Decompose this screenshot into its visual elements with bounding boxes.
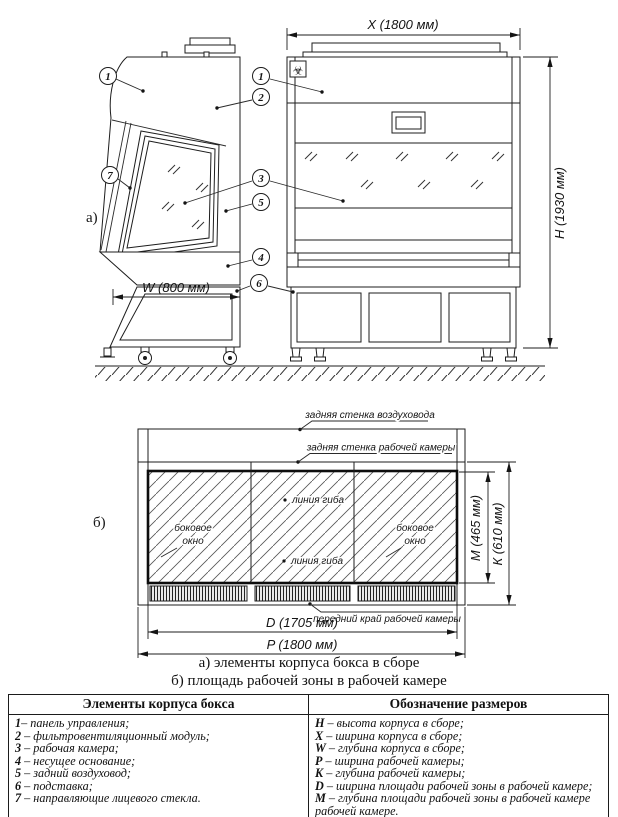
leveling-foot (506, 348, 517, 361)
legend-dim-h: H – высота корпуса в сборе; (315, 716, 464, 730)
svg-text:4: 4 (258, 252, 264, 264)
front-grille (255, 586, 350, 601)
svg-text:7: 7 (107, 170, 113, 182)
svg-text:задняя стенка рабочей камеры: задняя стенка рабочей камеры (306, 442, 456, 454)
top-cap-upper (312, 43, 500, 52)
legend-dim-w: W – глубина корпуса в сборе; (315, 741, 465, 755)
legend-element-6: 6 – подставка; (15, 778, 93, 793)
svg-text:окно: окно (182, 536, 204, 547)
dim-h-label: H (1930 мм) (552, 166, 567, 240)
legend-header-dimensions: Обозначение размеров (309, 695, 609, 715)
legend-element-2: 2 – фильтровентиляционный модуль; (15, 728, 210, 743)
legend-element-1: 1– панель управления; (15, 716, 130, 730)
side-view (86, 38, 240, 365)
legend-dim-p: P – ширина рабочей камеры; (315, 753, 465, 768)
svg-text:линия гиба: линия гиба (290, 556, 344, 567)
leveling-foot (482, 348, 493, 361)
svg-text:5: 5 (258, 197, 264, 209)
exhaust-cap-top (190, 38, 230, 45)
legend-table (8, 694, 609, 817)
legend-dim-k: K – глубина рабочей камеры; (315, 766, 466, 780)
dim-x-label: X (1800 мм) (367, 17, 439, 32)
annotation-bend-line-1 (283, 494, 344, 506)
stand-panel (449, 293, 510, 342)
legend-element-3: 3 – рабочая камера; (15, 741, 119, 755)
exhaust-cap-base (185, 45, 235, 53)
stand-panel (369, 293, 441, 342)
dimension-h (523, 57, 567, 348)
dim-p-label: P (1800 мм) (266, 637, 338, 652)
legend-element-5: 5 – задний воздуховод; (15, 766, 131, 780)
dim-m-label: М (465 мм) (468, 494, 483, 562)
top-cap-lower (303, 52, 507, 57)
annotation-duct-back (298, 410, 435, 431)
biohazard-icon: ☣ (292, 63, 304, 78)
plan-view (93, 410, 516, 658)
dim-k-label: К (610 мм) (490, 502, 505, 566)
svg-text:линия гиба: линия гиба (291, 495, 345, 506)
front-grille (150, 586, 247, 601)
svg-text:боковое: боковое (174, 523, 212, 534)
legend-element-7: 7 – направляющие лицевого стекла. (15, 791, 201, 805)
callout-6 (235, 275, 294, 294)
view-a-label: а) (86, 210, 98, 226)
annotation-bend-line-2 (282, 555, 343, 567)
dim-w-label: W (800 мм) (142, 280, 210, 295)
svg-text:1: 1 (105, 71, 111, 83)
caption-line-b: б) площадь рабочей зоны в рабочей камере (171, 673, 447, 689)
legend-elements-cell (9, 715, 309, 817)
leveling-foot (291, 348, 302, 361)
svg-text:боковое: боковое (396, 523, 434, 534)
legend-dim-d: D – ширина площади рабочей зоны в рабочей камере; (315, 778, 593, 793)
leveling-foot (315, 348, 326, 361)
legend-header-elements: Элементы корпуса бокса (9, 695, 309, 715)
castor-wheel (224, 347, 237, 365)
legend-dim-m: M – глубина площади рабочей зоны в рабочей камере рабочей камере. (315, 791, 591, 817)
svg-text:передний край рабочей камеры: передний край рабочей камеры (313, 614, 461, 625)
svg-text:задняя стенка воздуховода: задняя стенка воздуховода (305, 410, 435, 421)
svg-text:6: 6 (256, 278, 262, 290)
svg-text:окно: окно (404, 536, 426, 547)
legend-dimensions-cell (309, 715, 609, 817)
front-grille (358, 586, 455, 601)
figure-caption (0, 654, 618, 690)
worktop-edge (298, 260, 509, 267)
legend-element-4: 4 – несущее основание; (15, 753, 136, 768)
legend-dim-x: X – ширина корпуса в сборе; (315, 728, 463, 743)
castor-wheel (139, 347, 152, 365)
dim-d-label: D (1705 мм) (265, 615, 339, 630)
svg-text:3: 3 (258, 173, 264, 185)
svg-text:1: 1 (258, 71, 264, 83)
svg-text:2: 2 (258, 92, 264, 104)
caption-line-a: а) элементы корпуса бокса в сборе (198, 655, 420, 671)
stand-panel (297, 293, 361, 342)
ground-hatch (95, 366, 545, 381)
view-b-label: б) (93, 515, 106, 531)
